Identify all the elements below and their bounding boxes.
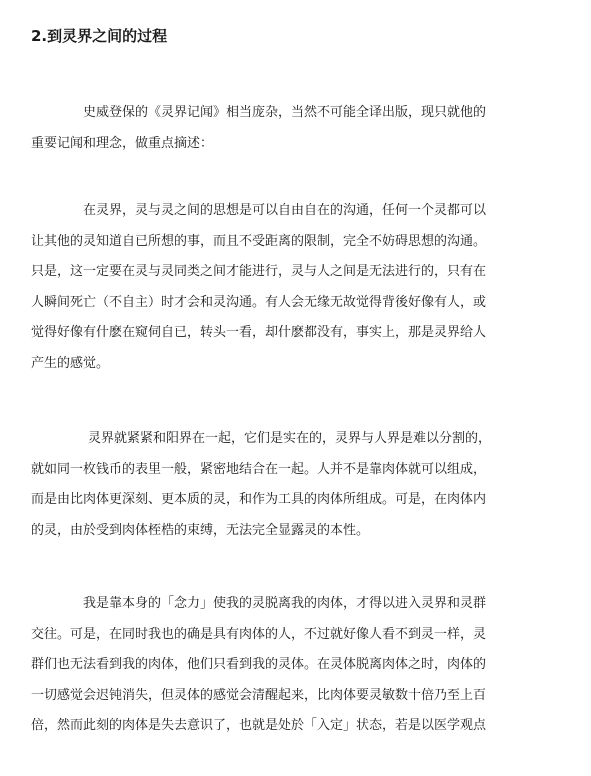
paragraph-line: 倍，然而此刻的肉体是失去意识了，也就是处於「入定」状态，若是以医学观点 — [31, 718, 487, 733]
paragraph-line: 一切感觉会迟钝消失，但灵体的感觉会清醒起来，比肉体要灵敏数十倍乃至上百 — [31, 687, 487, 703]
section-heading: 2.到灵界之间的过程 — [31, 27, 168, 45]
paragraph-line: 而是由比肉体更深刻、更本质的灵，和作为工具的肉体所组成。可是，在肉体内 — [31, 492, 487, 507]
paragraph-line: 灵界就紧紧和阳界在一起，它们是实在的，灵界与人界是难以分割的， — [88, 431, 492, 446]
paragraph-3 — [31, 424, 561, 546]
paragraph-line: 我是靠本身的「念力」使我的灵脱离我的肉体，才得以进入灵界和灵群 — [83, 596, 487, 611]
paragraph-line: 只是，这一定要在灵与灵同类之间才能进行，灵与人之间是无法进行的，只有在 — [31, 264, 487, 279]
paragraph-line: 史威登保的《灵界记闻》相当庞杂，当然不可能全译出版，现只就他的 — [83, 105, 487, 120]
paragraph-line: 人瞬间死亡（不自主）时才会和灵沟通。有人会无缘无故觉得背後好像有人，或 — [31, 294, 487, 310]
paragraph-line: 产生的感觉。 — [31, 355, 110, 371]
paragraph-1 — [31, 98, 561, 159]
paragraph-line: 交往。可是，在同时我也的确是具有肉体的人，不过就好像人看不到灵一样，灵 — [31, 626, 487, 642]
paragraph-line: 就如同一枚钱币的表里一般，紧密地结合在一起。人并不是靠肉体就可以组成， — [31, 461, 487, 477]
paragraph-line: 让其他的灵知道自已所想的事，而且不受距离的限制，完全不妨碍思想的沟通。 — [31, 233, 487, 249]
paragraph-line: 觉得好像有什麽在窥伺自已，转头一看，却什麽都没有，事实上，那是灵界给人 — [31, 325, 487, 340]
paragraph-line: 的灵，由於受到肉体桎梏的束缚，无法完全显露灵的本性。 — [31, 522, 370, 538]
paragraph-line: 重要记闻和理念，做重点摘述： — [31, 135, 214, 151]
paragraph-2 — [31, 196, 561, 379]
paragraph-4 — [31, 589, 561, 742]
paragraph-line: 在灵界，灵与灵之间的思想是可以自由自在的沟通，任何一个灵都可以 — [83, 203, 487, 218]
paragraph-line: 群们也无法看到我的肉体，他们只看到我的灵体。在灵体脱离肉体之时，肉体的 — [31, 657, 487, 672]
